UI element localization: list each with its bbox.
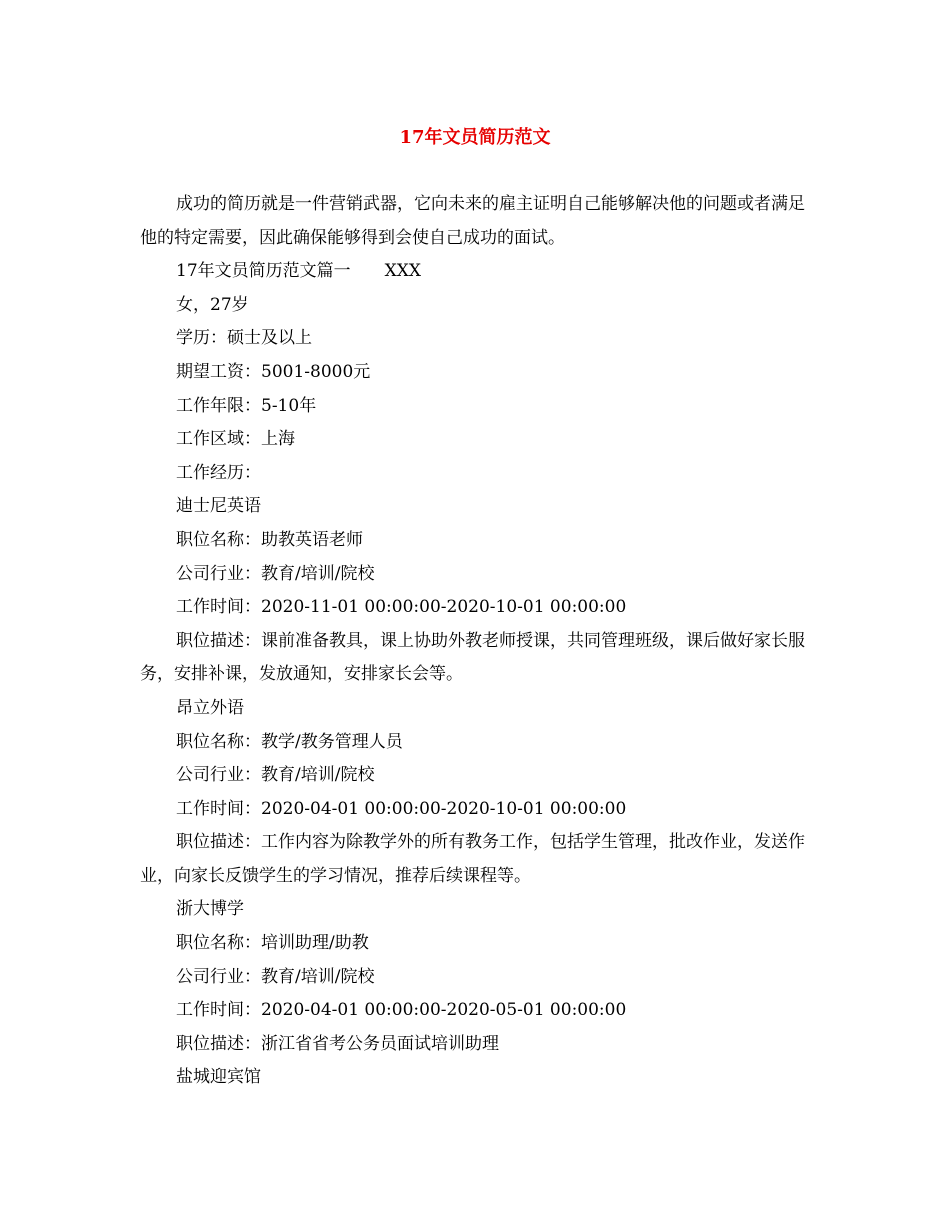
- expected-salary-line: 期望工资：5001-8000元: [176, 361, 371, 382]
- page-title: 17年文员简历范文: [399, 127, 551, 148]
- job-description-paragraph: 职位描述：工作内容为除教学外的所有教务工作，包括学生管理，批改作业，发送作业，向家长反馈学生的学习情况，推荐后续课程等。: [140, 832, 805, 886]
- work-period-line: 工作时间：2020-11-01 00:00:00-2020-10-01 00:00:00: [176, 597, 627, 618]
- company-name-line: 盐城迎宾馆: [176, 1067, 261, 1088]
- work-experience-heading: 工作经历：: [176, 462, 261, 483]
- work-region-line: 工作区域：上海: [176, 429, 295, 450]
- industry-line: 公司行业：教育/培训/院校: [176, 563, 375, 584]
- work-period-line: 工作时间：2020-04-01 00:00:00-2020-10-01 00:00:00: [176, 798, 627, 819]
- gender-age-line: 女，27岁: [176, 294, 249, 315]
- position-title-line: 职位名称：培训助理/助教: [176, 933, 369, 954]
- education-line: 学历：硕士及以上: [176, 328, 312, 349]
- industry-line: 公司行业：教育/培训/院校: [176, 966, 375, 987]
- job-description-paragraph: 职位描述：课前准备教具，课上协助外教老师授课，共同管理班级，课后做好家长服务，安排补课，发放通知，安排家长会等。: [140, 630, 805, 685]
- company-name-line: 浙大博学: [176, 899, 244, 920]
- resume-heading: 17年文员简历范文篇一 XXX: [176, 261, 421, 282]
- intro-paragraph: 成功的简历就是一件营销武器，它向未来的雇主证明自己能够解决他的问题或者满足他的特定需要，因此确保能够得到会使自己成功的面试。: [140, 194, 805, 248]
- company-name-line: 昂立外语: [176, 697, 244, 718]
- industry-line: 公司行业：教育/培训/院校: [176, 765, 375, 786]
- company-name-line: 迪士尼英语: [176, 496, 261, 517]
- work-period-line: 工作时间：2020-04-01 00:00:00-2020-05-01 00:00:00: [176, 1000, 627, 1021]
- work-years-line: 工作年限：5-10年: [176, 395, 317, 416]
- position-title-line: 职位名称：教学/教务管理人员: [176, 731, 403, 752]
- position-title-line: 职位名称：助教英语老师: [176, 529, 363, 550]
- document-body: [140, 188, 815, 1095]
- job-description-line: 职位描述：浙江省省考公务员面试培训助理: [176, 1033, 499, 1054]
